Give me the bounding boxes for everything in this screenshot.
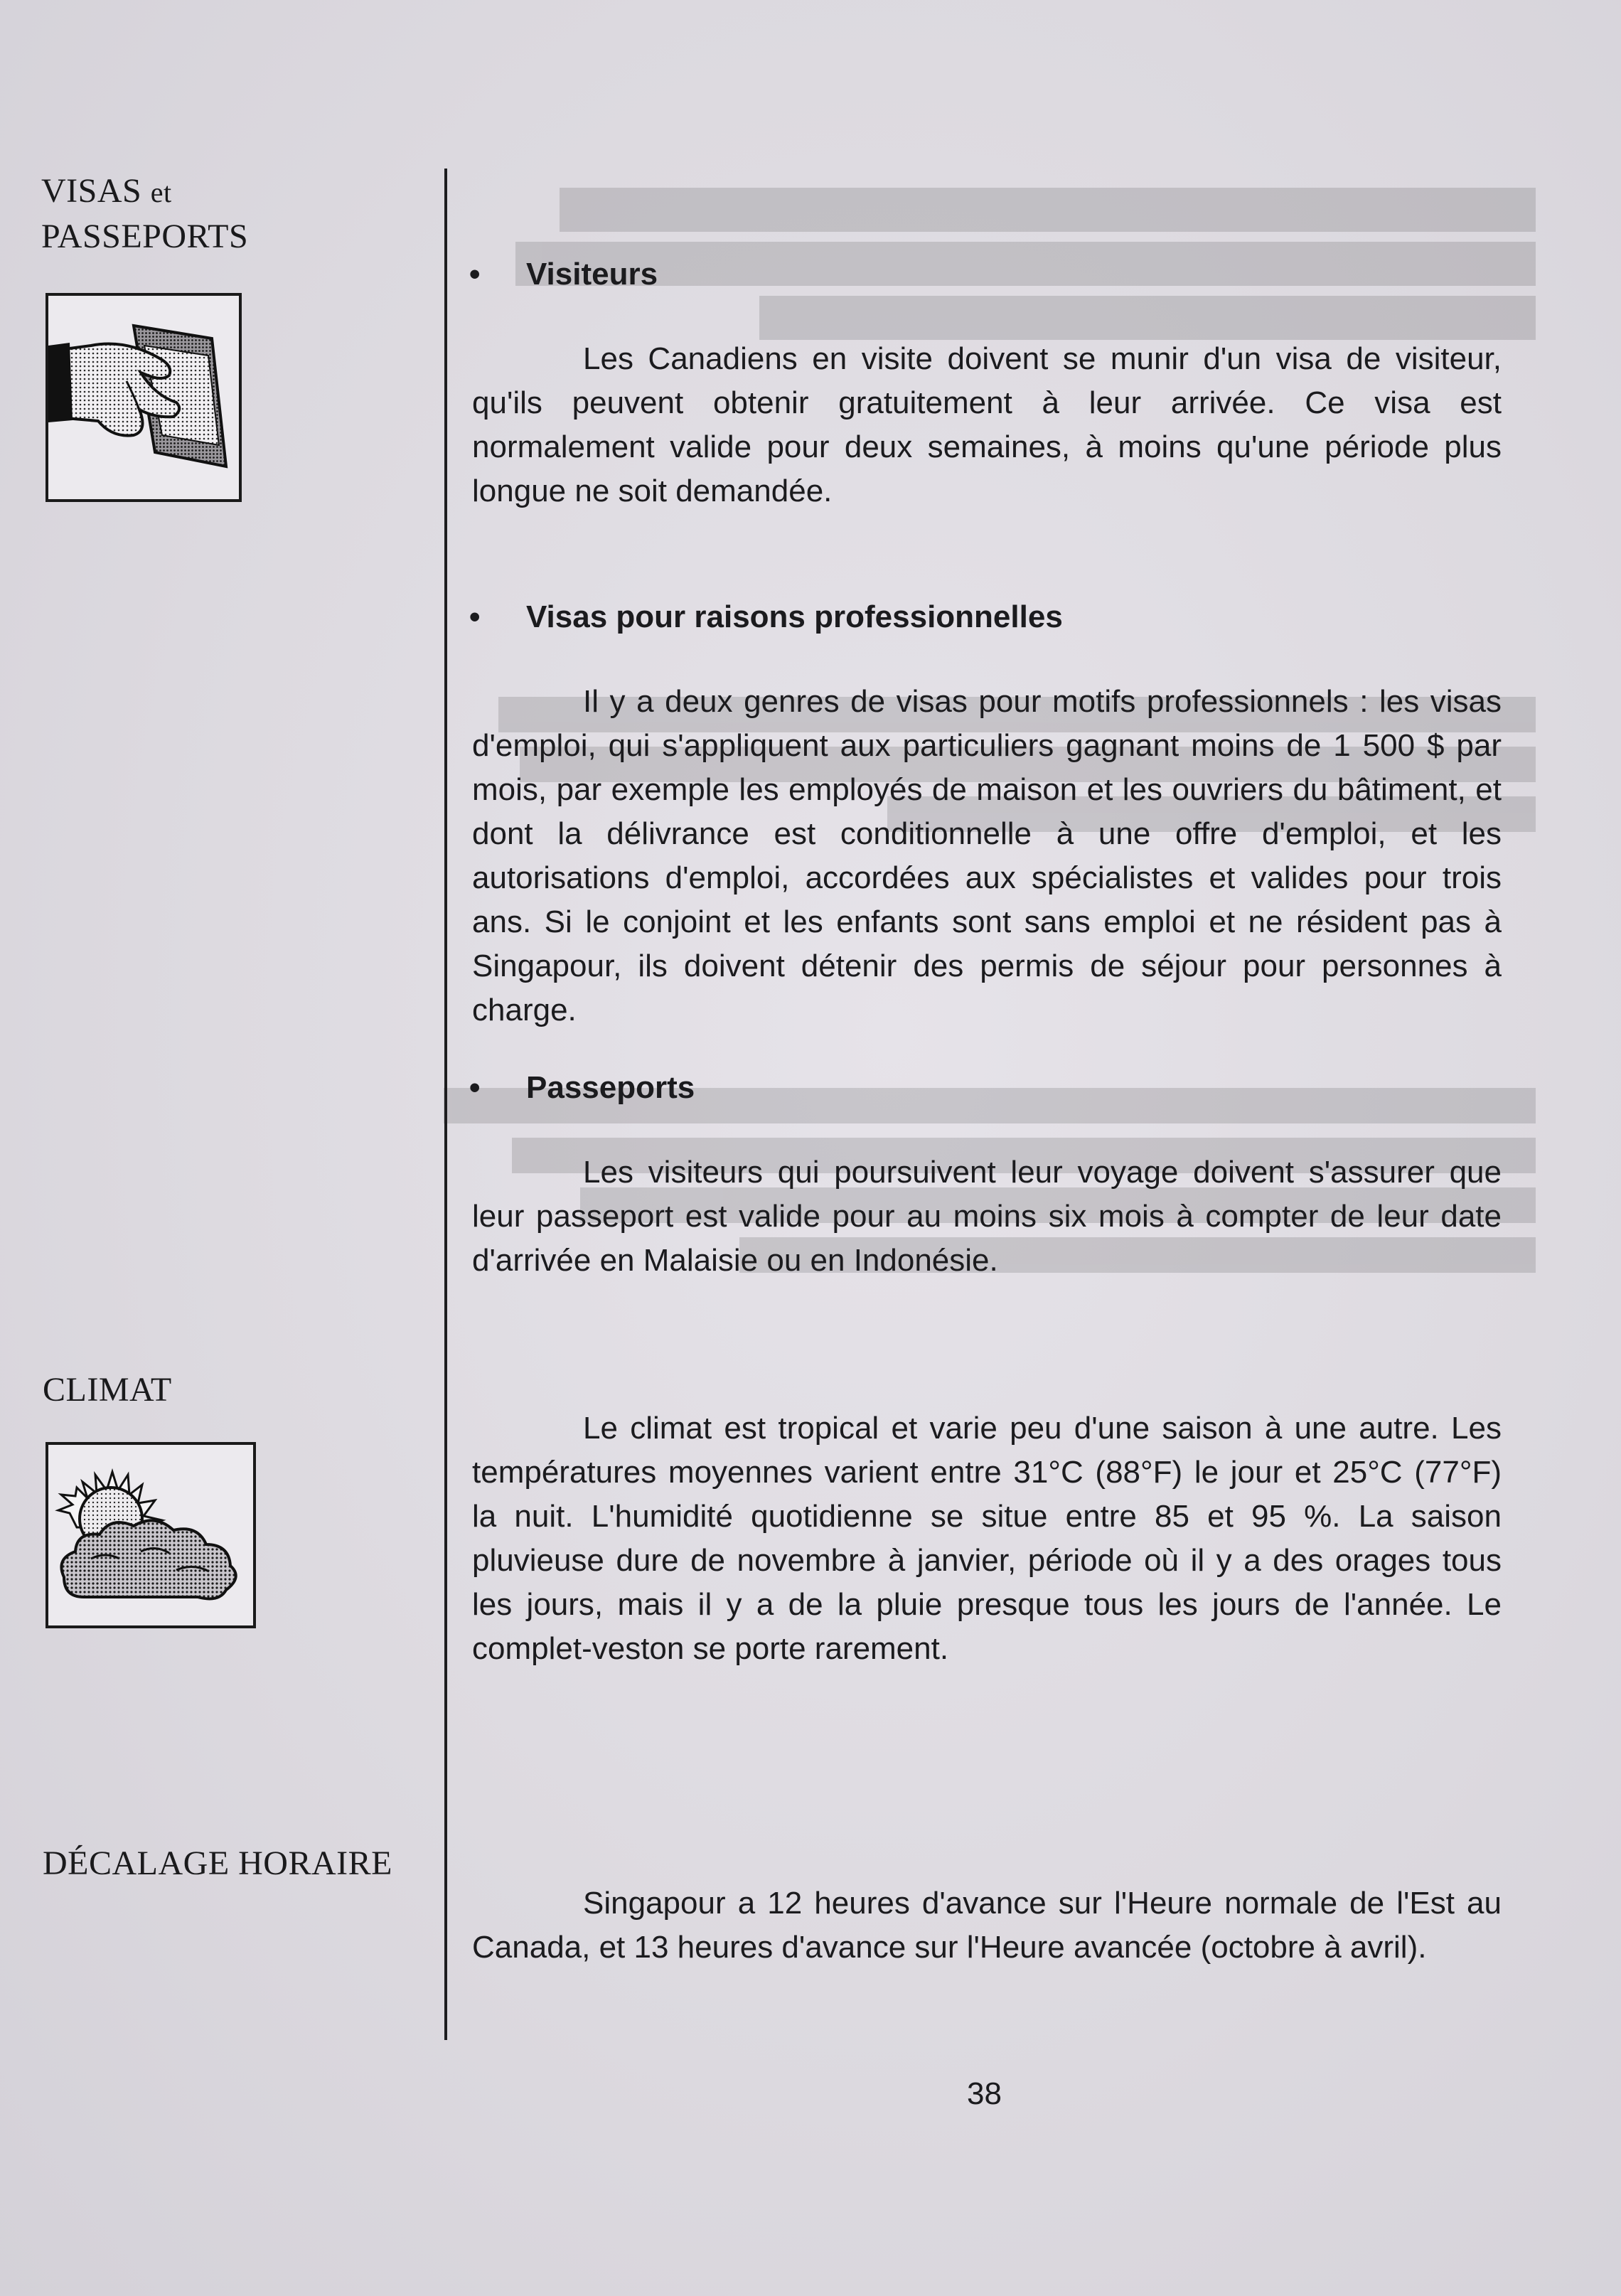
column-divider <box>444 169 447 2040</box>
paragraph-visas-pro: Il y a deux genres de visas pour motifs professionnels : les visas d'emploi, qui s'appliquent aux particuliers gagnant moins de 1 500 $ par mois, par exemple les employés de maison et les ouvriers du bâtiment, et dont la délivrance est conditionnelle à une offre d'emploi, et les autorisations d'emploi, accordées aux spécialistes et valides pour trois ans. Si le conjoint et les enfants sont sans emploi et ne résident pas à Singapour, ils doivent détenir des permis de séjour pour personnes à charge. <box>472 684 1502 1027</box>
passport-hand-icon <box>48 296 239 499</box>
bullet-visiteurs: • <box>469 257 481 292</box>
paragraph-decalage-horaire: Singapour a 12 heures d'avance sur l'Heure normale de l'Est au Canada, et 13 heures d'avance sur l'Heure avancée (octobre à avril). <box>472 1886 1502 1965</box>
bullet-passeports: • <box>469 1070 481 1105</box>
passeports-heading-text: Passeports <box>526 1070 695 1105</box>
section-heading-visiteurs <box>469 253 658 296</box>
visiteurs-heading-text: Visiteurs <box>526 257 658 292</box>
heading-visas-word: VISAS <box>41 172 142 210</box>
heading-et-word: et <box>150 176 172 208</box>
paragraph-visiteurs: Les Canadiens en visite doivent se munir d'un visa de visiteur, qu'ils peuvent obtenir gratuitement à leur arrivée. Ce visa est normalement valide pour deux semaines, à moins qu'une période plus longue ne soit demandée. <box>472 341 1502 508</box>
heading-passeports-word: PASSEPORTS <box>41 218 249 255</box>
sun-cloud-icon <box>48 1445 253 1625</box>
section-heading-visas-pro <box>469 596 1063 639</box>
bullet-visas-pro: • <box>469 599 481 634</box>
heading-visas-passeports <box>41 169 248 259</box>
section-heading-passeports <box>469 1067 695 1109</box>
page-number: 38 <box>967 2076 1002 2111</box>
visas-pro-heading-text: Visas pour raisons professionnelles <box>526 599 1063 634</box>
heading-decalage-horaire: DÉCALAGE HORAIRE <box>43 1844 392 1882</box>
passport-illustration <box>46 293 242 502</box>
climate-illustration <box>46 1442 256 1628</box>
heading-climat: CLIMAT <box>43 1371 172 1409</box>
paragraph-passeports: Les visiteurs qui poursuivent leur voyage doivent s'assurer que leur passeport est valide pour au moins six mois à compter de leur date d'arrivée en Malaisie ou en Indonésie. <box>472 1155 1502 1278</box>
paragraph-climat: Le climat est tropical et varie peu d'une saison à une autre. Les températures moyennes varient entre 31°C (88°F) le jour et 25°C (77°F) la nuit. L'humidité quotidienne se situe entre 85 et 95 %. La saison pluvieuse dure de novembre à janvier, période où il y a des orages tous les jours, mais il y a de la pluie presque tous les jours de l'année. Le complet-veston se porte rarement. <box>472 1411 1502 1666</box>
